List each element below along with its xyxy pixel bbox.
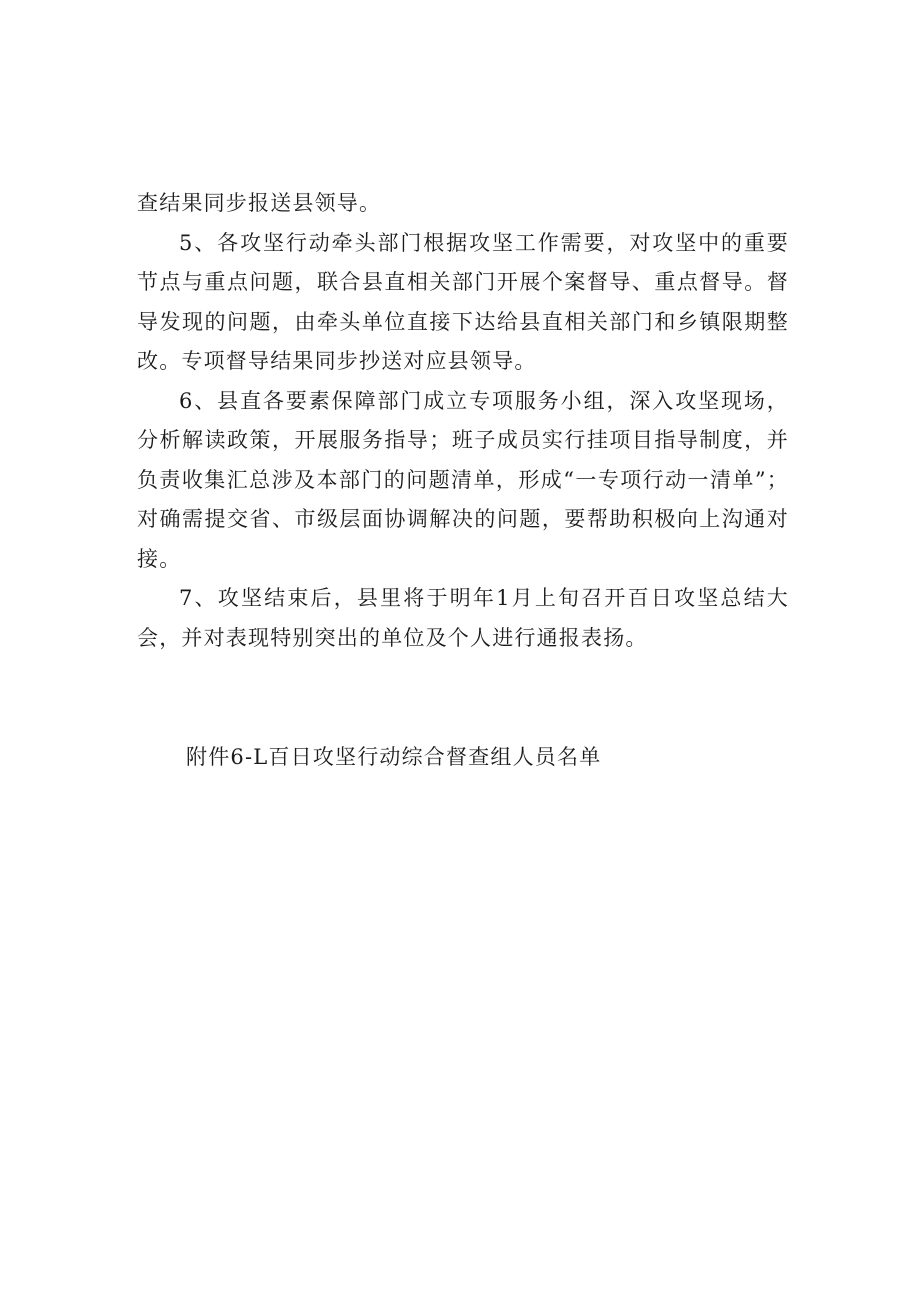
paragraph-item-5: 5、各攻坚行动牵头部门根据攻坚工作需要，对攻坚中的重要节点与重点问题，联合县直相关部门开展个案督导、重点督导。督导发现的问题，由牵头单位直接下达给县直相关部门和乡镇限期整改。专项督导结果同步抄送对应县领导。 — [137, 230, 789, 373]
document-body — [137, 184, 789, 658]
paragraph-item-6: 6、县直各要素保障部门成立专项服务小组，深入攻坚现场，分析解读政策，开展服务指导；班子成员实行挂项目指导制度，并负责收集汇总涉及本部门的问题清单，形成“一专项行动一清单”；对确需提交省、市级层面协调解决的问题，要帮助积极向上沟通对接。 — [137, 388, 789, 571]
paragraph-continuation: 查结果同步报送县领导。 — [137, 191, 382, 215]
paragraph-item-7: 7、攻坚结束后，县里将于明年1月上旬召开百日攻坚总结大会，并对表现特别突出的单位及个人进行通报表扬。 — [137, 586, 789, 650]
attachment-title: 附件6-L百日攻坚行动综合督查组人员名单 — [186, 745, 602, 769]
